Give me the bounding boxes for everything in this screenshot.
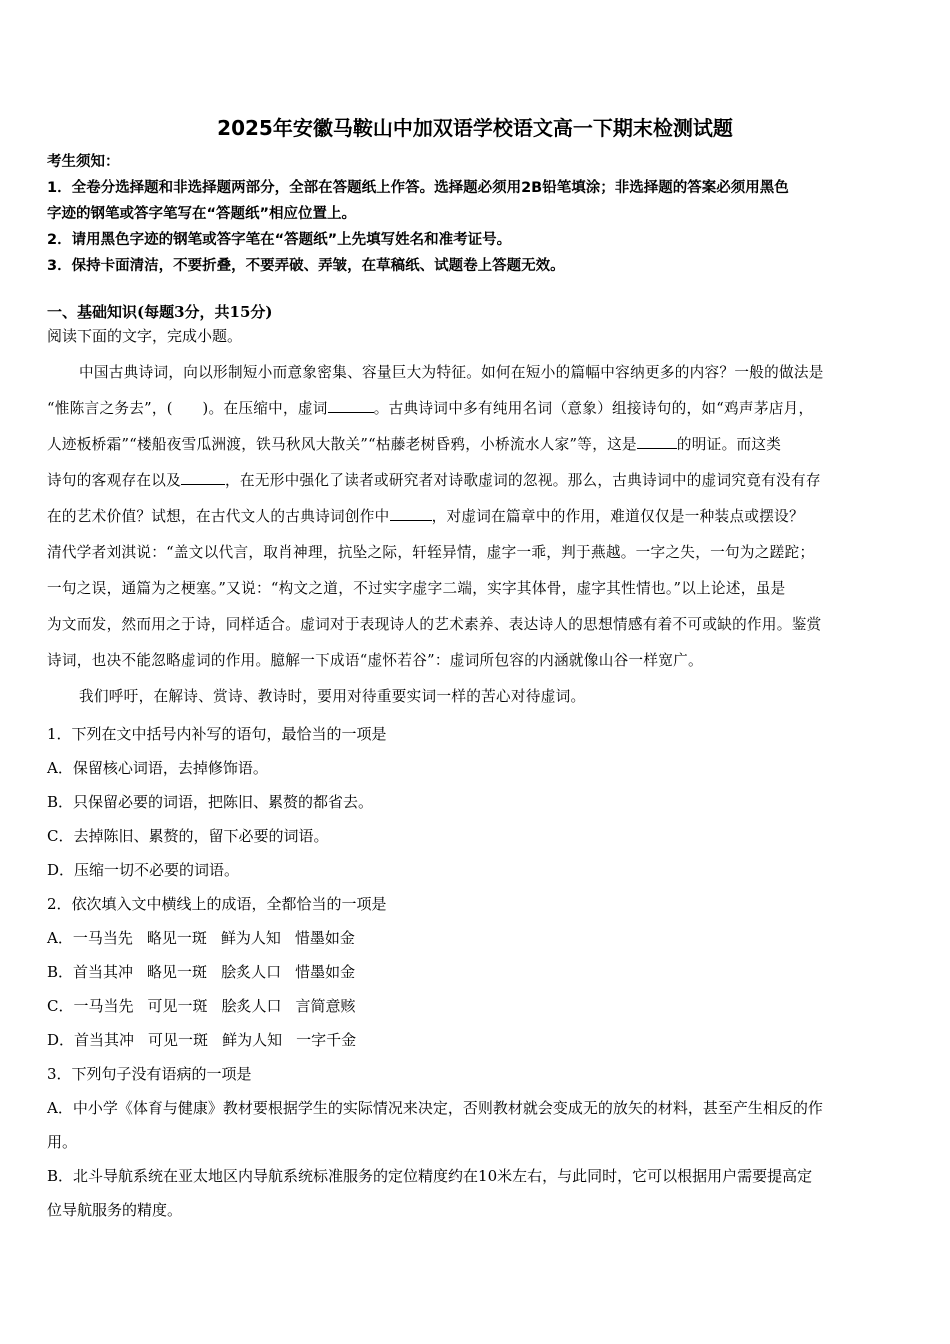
option-term: 可见一斑 bbox=[148, 1031, 209, 1049]
question-stem: 2．依次填入文中横线上的成语，全都恰当的一项是 bbox=[47, 895, 387, 913]
passage-text: “惟陈言之务去”，( )。在压缩中，虚词 bbox=[47, 400, 328, 417]
option-a: A．中小学《体育与健康》教材要根据学生的实际情况来决定，否则教材就会变成无的放矢的材料，甚至产生相反的作 bbox=[47, 1099, 823, 1117]
option-label: B． bbox=[47, 963, 74, 981]
option-term: 略见一斑 bbox=[147, 963, 208, 981]
notice-header: 考生须知： bbox=[47, 154, 120, 170]
notice-item-1: 1．全卷分选择题和非选择题两部分，全部在答题纸上作答。选择题必须用2B铅笔填涂；非选择题的答案必须用黑色 bbox=[47, 180, 789, 196]
option-b-cont: 位导航服务的精度。 bbox=[47, 1201, 183, 1219]
passage-text: 在的艺术价值？试想，在古代文人的古典诗词创作中 bbox=[47, 508, 390, 525]
option-d: D．压缩一切不必要的词语。 bbox=[47, 861, 240, 879]
option-label: D． bbox=[47, 1031, 75, 1049]
option-term: 一马当先 bbox=[72, 929, 133, 947]
option-term: 略见一斑 bbox=[146, 929, 207, 947]
passage-text: ，在无形中强化了读者或研究者对诗歌虚词的忽视。那么，古典诗词中的虚词究竟有没有存 bbox=[225, 472, 821, 489]
section-instruction: 阅读下面的文字，完成小题。 bbox=[47, 327, 243, 345]
option-c: C．去掉陈旧、累赘的，留下必要的词语。 bbox=[47, 827, 329, 845]
option-label: C． bbox=[47, 997, 74, 1015]
passage-line: 为文而发，然而用之于诗，同样适合。虚词对于表现诗人的艺术素养、表达诗人的思想情感有着不可或缺的作用。鉴赏 bbox=[47, 616, 822, 633]
fill-blank-4 bbox=[390, 504, 432, 521]
option-term: 脍炙人口 bbox=[221, 997, 282, 1015]
option-b bbox=[47, 955, 909, 989]
option-d bbox=[47, 1023, 909, 1057]
notice-item-1-cont: 字迹的钢笔或答字笔写在“答题纸”相应位置上。 bbox=[47, 206, 357, 222]
fill-blank-3 bbox=[181, 468, 225, 485]
passage-line bbox=[47, 391, 907, 427]
passage-line: 我们呼吁，在解诗、赏诗、教诗时，要用对待重要实词一样的苦心对待虚词。 bbox=[79, 688, 586, 705]
passage-line bbox=[47, 427, 907, 463]
question-2 bbox=[47, 887, 909, 1057]
option-a: A．保留核心词语，去掉修饰语。 bbox=[47, 759, 268, 777]
option-b: B．北斗导航系统在亚太地区内导航系统标准服务的定位精度约在10米左右，与此同时，它可以根据用户需要提高定 bbox=[47, 1167, 813, 1185]
passage-line bbox=[47, 499, 907, 535]
option-term: 首当其冲 bbox=[73, 963, 134, 981]
option-term: 一字千金 bbox=[296, 1031, 357, 1049]
option-term: 一马当先 bbox=[73, 997, 134, 1015]
notice-block bbox=[47, 149, 907, 279]
option-a-cont: 用。 bbox=[47, 1133, 78, 1151]
passage-line bbox=[47, 463, 907, 499]
exam-title: 2025年安徽马鞍山中加双语学校语文高一下期末检测试题 bbox=[217, 116, 733, 140]
option-term: 言简意赅 bbox=[295, 997, 356, 1015]
passage-text: 诗句的客观存在以及 bbox=[47, 472, 182, 489]
passage-line: 清代学者刘淇说：“盖文以代言，取肖神理，抗坠之际，轩轾异情，虚字一乖，判于燕越。一字之失，一句为之蹉跎； bbox=[47, 544, 815, 561]
section-header bbox=[47, 300, 907, 348]
option-term: 鲜为人知 bbox=[220, 929, 281, 947]
option-label: A． bbox=[47, 929, 73, 947]
fill-blank-1 bbox=[328, 396, 374, 413]
fill-blank-2 bbox=[637, 432, 677, 449]
passage-text: 的明证。而这类 bbox=[676, 436, 782, 453]
option-term: 脍炙人口 bbox=[221, 963, 282, 981]
option-term: 惜墨如金 bbox=[295, 963, 356, 981]
option-c bbox=[47, 989, 909, 1023]
option-b: B．只保留必要的词语，把陈旧、累赘的都省去。 bbox=[47, 793, 374, 811]
passage-line: 一句之误，通篇为之梗塞。”又说：“构文之道，不过实字虚字二端，实字其体骨，虚字其性情也。”以上论述，虽是 bbox=[47, 580, 786, 597]
option-term: 首当其冲 bbox=[74, 1031, 135, 1049]
reading-passage bbox=[47, 355, 907, 715]
passage-text: ，对虚词在篇章中的作用，难道仅仅是一种装点或摆设？ bbox=[431, 508, 804, 525]
option-term: 惜墨如金 bbox=[294, 929, 355, 947]
option-term: 鲜为人知 bbox=[222, 1031, 283, 1049]
question-3 bbox=[47, 1057, 909, 1227]
section-heading: 一、基础知识(每题3分，共15分) bbox=[47, 303, 273, 321]
option-a bbox=[47, 921, 909, 955]
option-term: 可见一斑 bbox=[147, 997, 208, 1015]
notice-item-3: 3．保持卡面清洁，不要折叠，不要弄破、弄皱，在草稿纸、试题卷上答题无效。 bbox=[47, 258, 565, 274]
passage-line: 中国古典诗词，向以形制短小而意象密集、容量巨大为特征。如何在短小的篇幅中容纳更多的内容？一般的做法是 bbox=[79, 364, 824, 381]
passage-text: 。古典诗词中多有纯用名词（意象）组接诗句的，如“鸡声茅店月， bbox=[373, 400, 814, 417]
question-stem: 3．下列句子没有语病的一项是 bbox=[47, 1065, 252, 1083]
notice-item-2: 2．请用黑色字迹的钢笔或答字笔在“答题纸”上先填写姓名和准考证号。 bbox=[47, 232, 512, 248]
passage-line: 诗词，也决不能忽略虚词的作用。臆解一下成语“虚怀若谷”：虚词所包容的内涵就像山谷一样宽广。 bbox=[47, 652, 703, 669]
passage-text: 人迹板桥霜”“楼船夜雪瓜洲渡，铁马秋风大散关”“枯藤老树昏鸦，小桥流水人家”等，这是 bbox=[47, 436, 637, 453]
question-stem: 1．下列在文中括号内补写的语句，最恰当的一项是 bbox=[47, 725, 387, 743]
question-1 bbox=[47, 717, 909, 887]
